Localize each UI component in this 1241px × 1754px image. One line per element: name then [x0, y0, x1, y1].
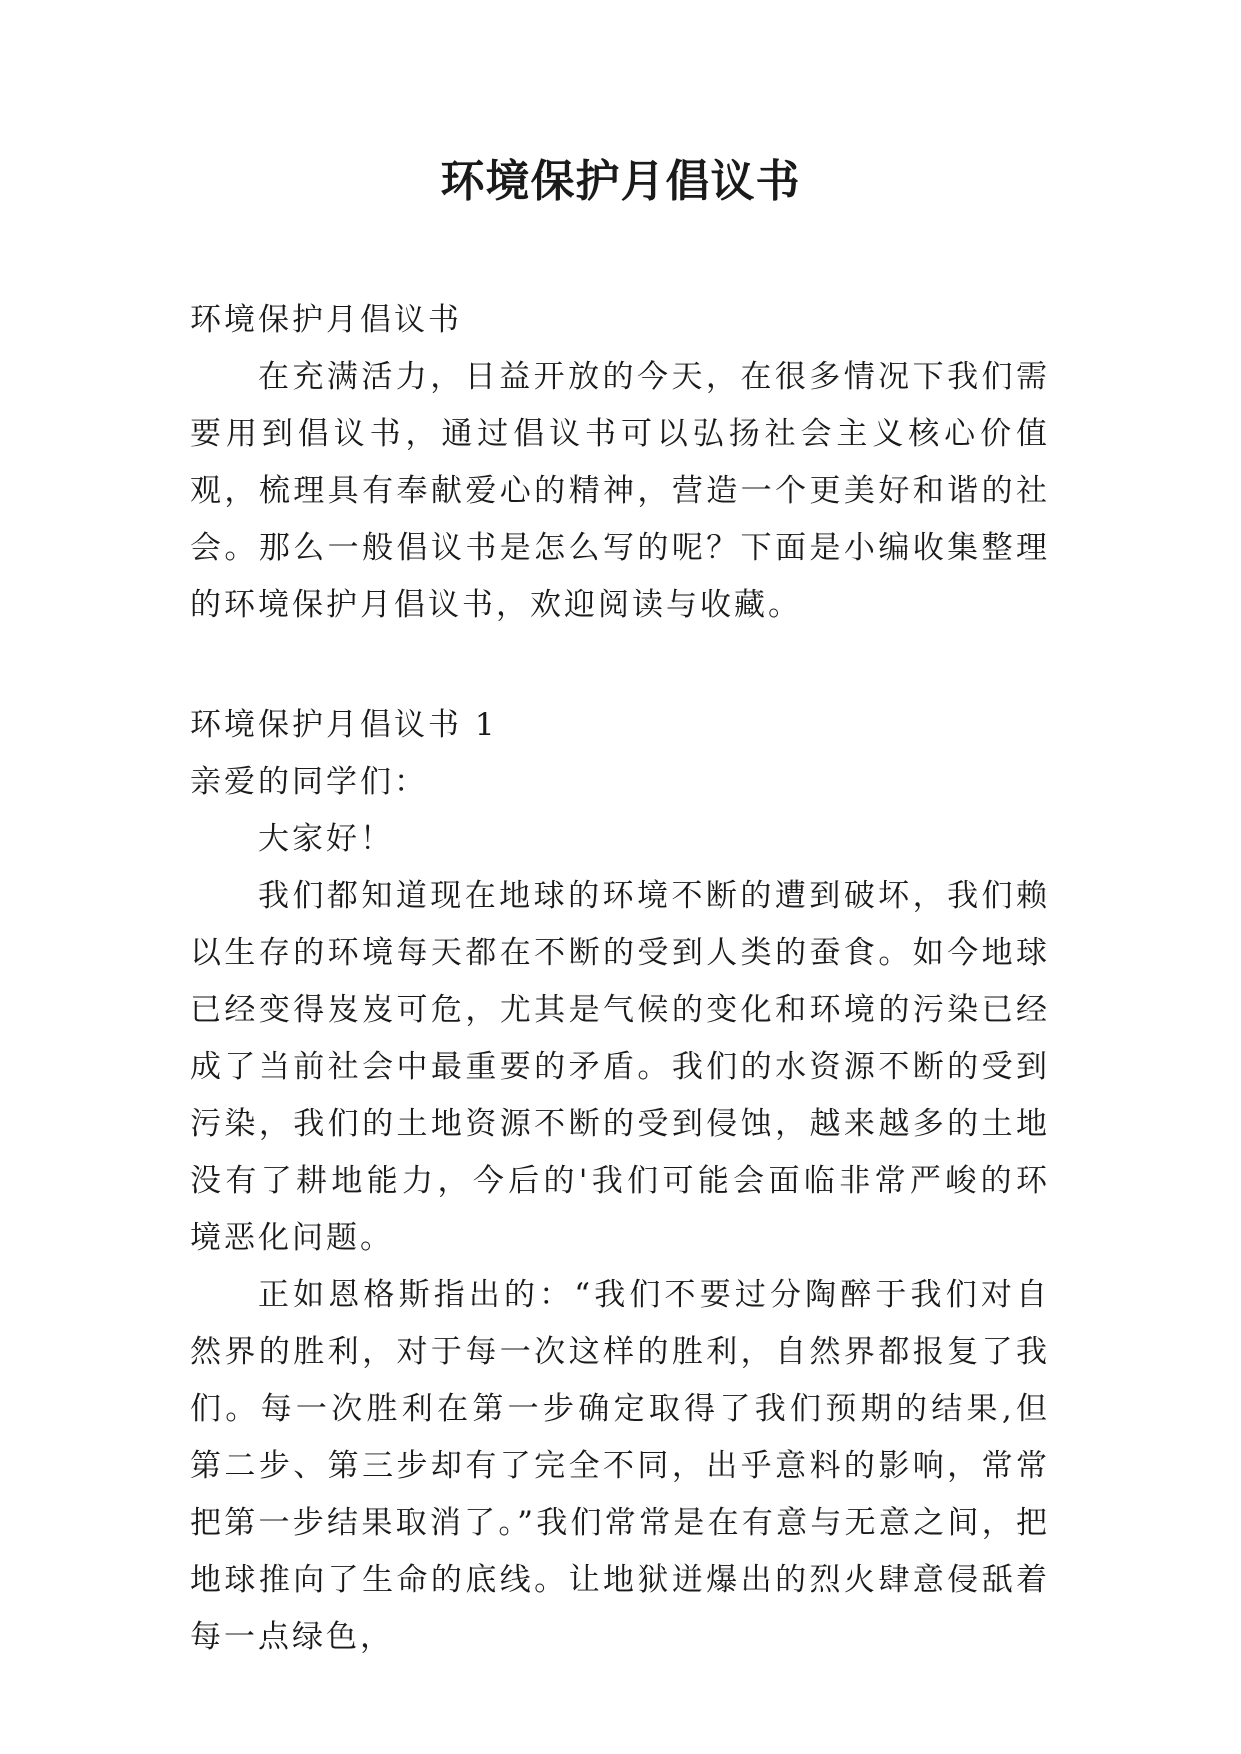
greeting: 大家好！	[258, 821, 394, 857]
section-1-heading: 环境保护月倡议书 1	[190, 707, 498, 743]
section-1-paragraph-1: 我们都知道现在地球的环境不断的遭到破坏，我们赖以生存的环境每天都在不断的受到人类的蚕食。如今地球已经变得岌岌可危，尤其是气候的变化和环境的污染已经成了当前社会中最重要的矛盾。我们的水资源不断的受到污染，我们的土地资源不断的受到侵蚀，越来越多的土地没有了耕地能力，今后的'我们可能会面临非常严峻的环境恶化问题。	[190, 878, 1050, 1256]
intro-heading: 环境保护月倡议书	[190, 302, 462, 338]
intro-paragraph: 在充满活力，日益开放的今天，在很多情况下我们需要用到倡议书，通过倡议书可以弘扬社会主义核心价值观，梳理具有奉献爱心的精神，营造一个更美好和谐的社会。那么一般倡议书是怎么写的呢？下面是小编收集整理的环境保护月倡议书，欢迎阅读与收藏。	[190, 359, 1050, 623]
salutation: 亲爱的同学们：	[190, 764, 428, 800]
section-1-paragraph-2: 正如恩格斯指出的：“我们不要过分陶醉于我们对自然界的胜利，对于每一次这样的胜利，自然界都报复了我们。每一次胜利在第一步确定取得了我们预期的结果,但第二步、第三步却有了完全不同，出乎意料的影响，常常把第一步结果取消了。”我们常常是在有意与无意之间，把地球推向了生命的底线。让地狱迸爆出的烈火肆意侵舐着每一点绿色，	[190, 1277, 1050, 1655]
intro-section	[190, 292, 1050, 634]
document-title: 环境保护月倡议书	[440, 156, 801, 207]
section-1	[190, 697, 1050, 1666]
